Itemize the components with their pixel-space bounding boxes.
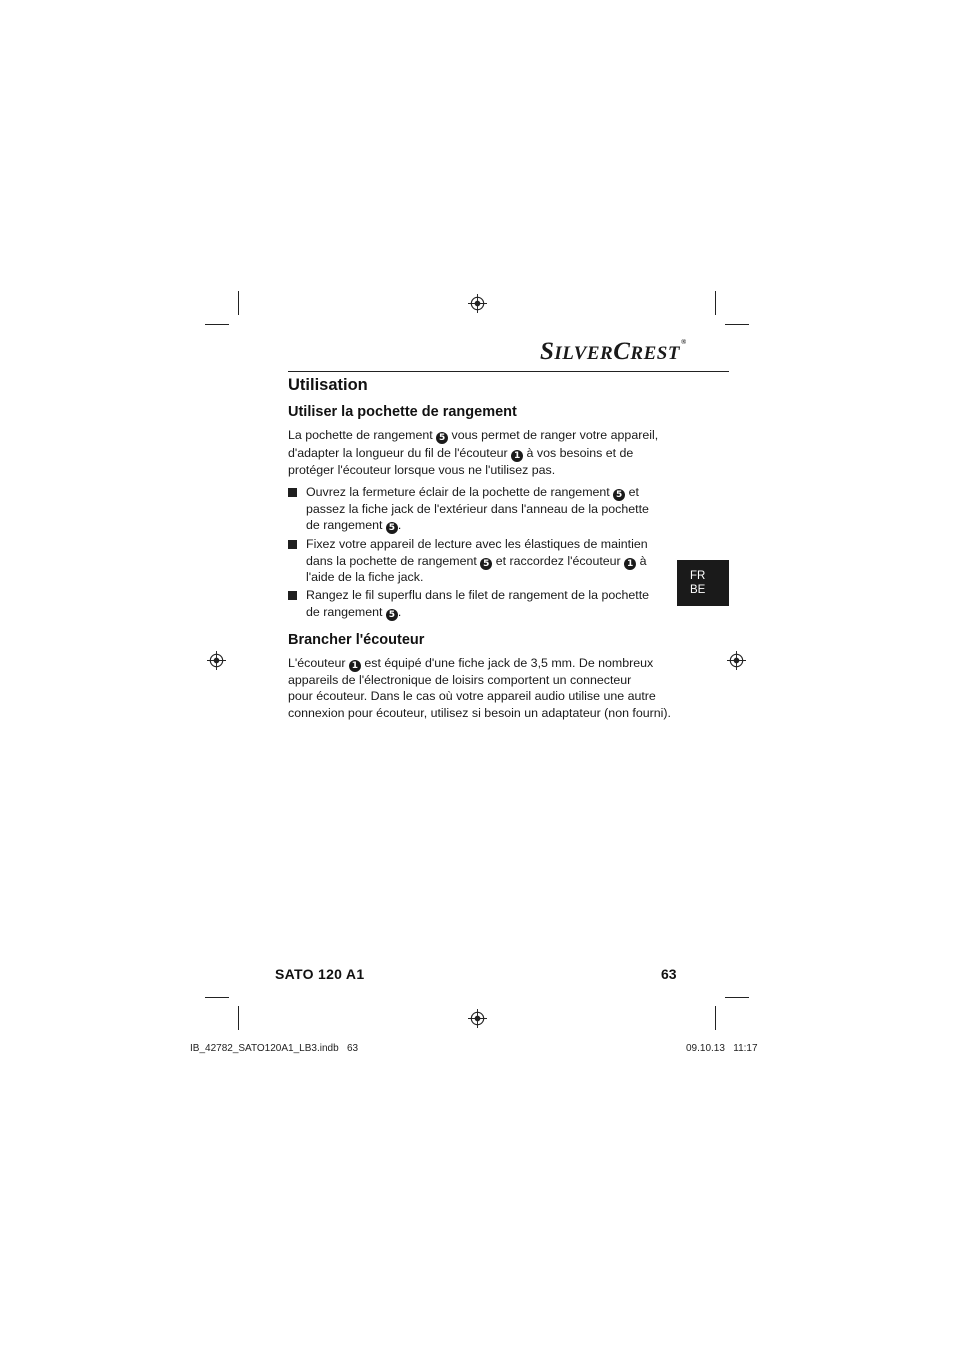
- language-tab: [677, 560, 729, 606]
- callout-number-icon: 1: [349, 660, 361, 672]
- paragraph-line: protéger l'écouteur lorsque vous ne l'utilisez pas.: [288, 463, 556, 477]
- language-tab-line: BE: [690, 584, 706, 596]
- bullet-square-icon: [288, 540, 297, 549]
- callout-number-icon: 1: [511, 450, 523, 462]
- paragraph-line: La pochette de rangement 5 vous permet de ranger votre appareil,: [288, 428, 659, 443]
- registration-mark-icon: [207, 651, 226, 670]
- registration-mark-icon: [468, 1009, 487, 1028]
- bullet-line: l'aide de la fiche jack.: [306, 570, 424, 584]
- bullet-line: dans la pochette de rangement 5 et raccordez l'écouteur 1 à: [306, 553, 647, 569]
- callout-number-icon: 5: [386, 609, 398, 621]
- paragraph-line: pour écouteur. Dans le cas où votre appareil audio utilise une autre: [288, 689, 656, 703]
- registration-mark-icon: [468, 294, 487, 313]
- header-rule: [288, 371, 729, 372]
- bullet-square-icon: [288, 591, 297, 600]
- crop-mark: [205, 324, 229, 325]
- bullet-line: Ouvrez la fermeture éclair de la pochette de rangement 5 et: [306, 485, 639, 500]
- bullet-line: Fixez votre appareil de lecture avec les élastiques de maintien: [306, 537, 648, 551]
- crop-mark: [725, 997, 749, 998]
- crop-mark: [205, 997, 229, 998]
- bullet-line: Rangez le fil superflu dans le filet de rangement de la pochette: [306, 588, 650, 602]
- crop-mark: [715, 291, 716, 315]
- paragraph-line: L'écouteur 1 est équipé d'une fiche jack de 3,5 mm. De nombreux: [288, 656, 654, 671]
- callout-number-icon: 5: [386, 522, 398, 534]
- bullet-line: de rangement 5 .: [306, 518, 402, 533]
- registration-mark-icon: [727, 651, 746, 670]
- subsection-title: Utiliser la pochette de rangement: [288, 404, 517, 420]
- callout-number-icon: 1: [624, 558, 636, 570]
- subsection-title: Brancher l'écouteur: [288, 632, 425, 648]
- bullet-line: de rangement 5 .: [306, 605, 402, 620]
- page-number: 63: [661, 966, 677, 982]
- crop-mark: [238, 1006, 239, 1030]
- bullet-line: passez la fiche jack de l'extérieur dans l'anneau de la pochette: [306, 501, 649, 516]
- slug-filename: IB_42782_SATO120A1_LB3.indb 63: [190, 1043, 359, 1054]
- paragraph-line: d'adapter la longueur du fil de l'écouteur 1 à vos besoins et de: [288, 445, 634, 461]
- callout-number-icon: 5: [436, 432, 448, 444]
- paragraph-line: connexion pour écouteur, utilisez si besoin un adaptateur (non fourni).: [288, 705, 671, 720]
- slug-date: 09.10.13 11:17: [686, 1043, 758, 1054]
- bullet-square-icon: [288, 488, 297, 497]
- crop-mark: [715, 1006, 716, 1030]
- footer-model: SATO 120 A1: [275, 966, 365, 982]
- brand-logo: SILVERCREST®: [540, 338, 687, 365]
- language-tab-line: FR: [690, 570, 706, 582]
- callout-number-icon: 5: [613, 489, 625, 501]
- section-title: Utilisation: [288, 376, 368, 394]
- crop-mark: [725, 324, 749, 325]
- crop-mark: [238, 291, 239, 315]
- callout-number-icon: 5: [480, 558, 492, 570]
- paragraph-line: appareils de l'électronique de loisirs comportent un connecteur: [288, 672, 632, 687]
